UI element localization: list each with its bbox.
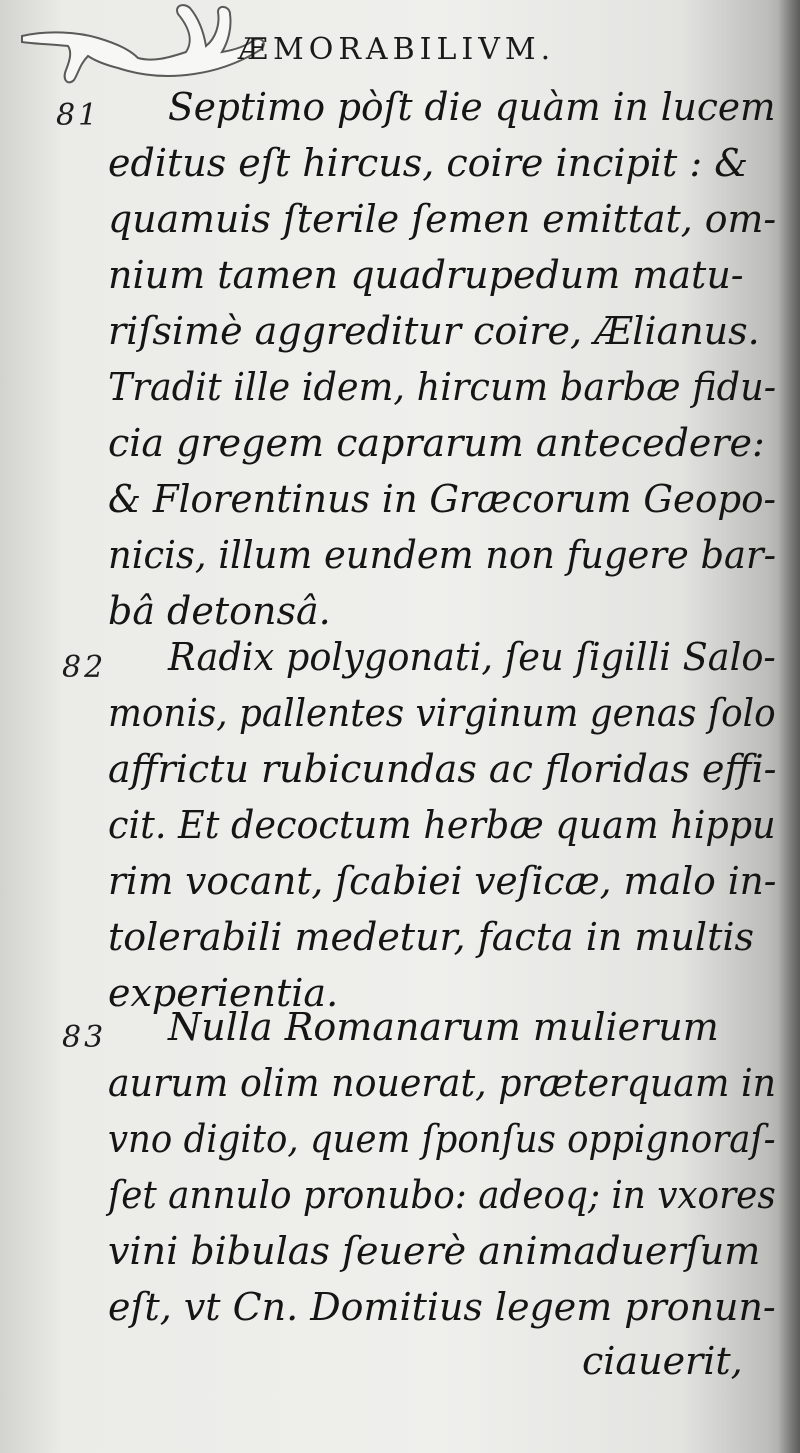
text-line: eſt, vt Cn. Domitius legem pronun- — [108, 1285, 776, 1329]
text-line: tolerabili medetur, facta in multis — [108, 915, 754, 959]
text-line: Nulla Romanarum mulierum — [168, 1005, 719, 1049]
text-line: nium tamen quadrupedum matu- — [108, 253, 744, 297]
text-line: nicis, illum eundem non fugere bar- — [108, 533, 777, 577]
text-line: Radix polygonati, ſeu ſigilli Salo- — [168, 635, 776, 679]
text-line: vini bibulas ſeuerè animaduerſum — [108, 1229, 761, 1273]
text-line: vno digito, quem ſponſus oppignoraſ- — [108, 1117, 776, 1161]
text-line: affrictu rubicundas ac floridas effi- — [108, 747, 777, 791]
text-line: bâ detonsâ. — [108, 589, 331, 633]
text-line: cia gregem caprarum antecedere: — [108, 421, 765, 465]
text-line: editus eſt hircus, coire incipit : & — [108, 141, 749, 185]
text-line: riſsimè aggreditur coire, Ælianus. — [108, 309, 760, 353]
paragraph-number: 81 — [56, 98, 101, 133]
text-line: & Florentinus in Græcorum Geopo- — [108, 477, 776, 521]
text-line: Septimo pòſt die quàm in lucem — [168, 85, 776, 129]
text-line: rim vocant, ſcabiei veſicæ, malo in- — [108, 859, 777, 903]
text-line: aurum olim nouerat, præterquam in — [108, 1061, 777, 1105]
text-line: cit. Et decoctum herbæ quam hippu — [108, 803, 776, 847]
catchword: ciauerit, — [582, 1339, 743, 1383]
text-line: quamuis ſterile ſemen emittat, om- — [108, 197, 777, 241]
text-line: ſet annulo pronubo: adeoq; in vxores — [108, 1173, 776, 1217]
text-line: Tradit ille idem, hircum barbæ fidu- — [108, 365, 777, 409]
paragraph-number: 83 — [62, 1020, 107, 1055]
running-head: ÆMORABILIVM. — [238, 32, 556, 67]
text-line: monis, pallentes virginum genas ſolo — [108, 691, 776, 735]
paragraph-number: 82 — [62, 650, 107, 685]
text-line: experientia. — [108, 971, 339, 1015]
